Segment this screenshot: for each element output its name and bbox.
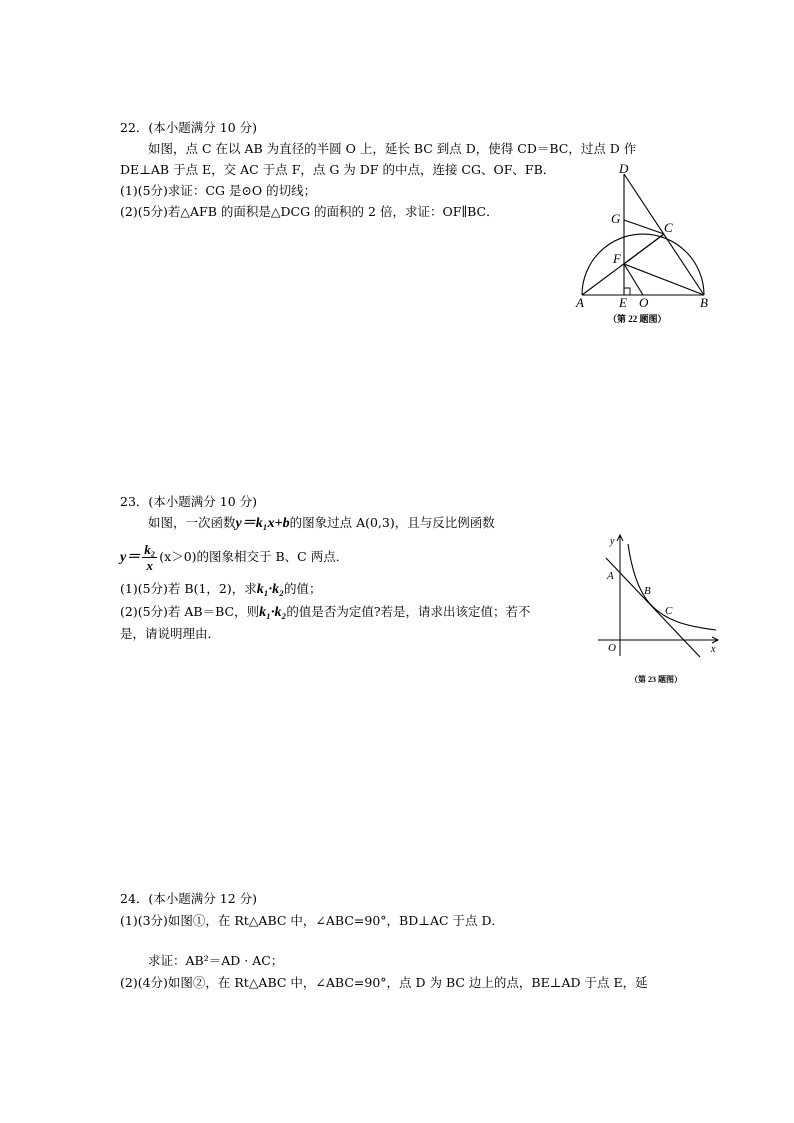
label-c: C xyxy=(665,605,673,617)
segment-of xyxy=(624,264,643,295)
q22-part2: (2)(5分)若△AFB 的面积是△DCG 的面积的 2 倍，求证：OF∥BC． xyxy=(120,204,499,219)
q24-part1: (1)(3分)如图①，在 Rt△ABC 中，∠ABC=90°，BD⊥AC 于点 D． xyxy=(120,913,505,928)
label-f: F xyxy=(613,251,621,266)
q23-figure-caption: （第 23 题图） xyxy=(630,675,682,684)
q22-figure-caption: （第 22 题图） xyxy=(608,314,667,324)
label-a: A xyxy=(607,570,614,582)
label-x: x xyxy=(711,644,716,655)
q22-part1: (1)(5分)求证：CG 是⊙O 的切线； xyxy=(120,183,317,198)
q23-part1 xyxy=(120,580,322,599)
label-a: A xyxy=(576,295,584,310)
q22-stem-line2: DE⊥AB 于点 E，交 AC 于点 F，点 G 为 DF 的中点，连接 CG、OF、FB． xyxy=(120,162,556,177)
q23-fraction-denominator: x xyxy=(146,558,153,573)
q23-line2-post: (x＞0)的图象相交于 B、C 两点． xyxy=(159,549,349,564)
label-g: G xyxy=(611,211,621,226)
q22-stem-line1: 如图，点 C 在以 AB 为直径的半圆 O 上，延长 BC 到点 D，使得 CD＝BC，过点 D 作 xyxy=(148,141,637,156)
q23-part2-math: k₁·k₂ xyxy=(259,605,287,620)
semicircle-arc xyxy=(582,234,704,295)
q23-part2-pre: (2)(5分)若 AB＝BC，则 xyxy=(120,604,260,619)
q22-header: 22．(本小题满分 10 分) xyxy=(120,120,258,135)
label-b: B xyxy=(644,585,651,597)
segment-fc xyxy=(624,234,664,264)
right-angle-mark xyxy=(624,288,630,295)
q23-line1-post: 的图象过点 A(0,3)，且与反比例函数 xyxy=(289,515,495,530)
label-o: O xyxy=(608,642,616,654)
q23-inverse-lhs: y＝ xyxy=(120,550,141,565)
q23-part1-post: 的值； xyxy=(284,581,322,596)
q23-line1-pre: 如图，一次函数 xyxy=(148,515,236,530)
q23-inverse-fraction xyxy=(142,542,157,573)
q24-proof: 求证：AB²＝AD · AC； xyxy=(148,953,284,968)
q23-fraction-numerator: k₂ xyxy=(144,542,156,557)
label-c: C xyxy=(664,220,673,235)
q23-part2-post: 的值是否为定值?若是，请求出该定值；若不 xyxy=(286,604,531,619)
q23-part1-pre: (1)(5分)若 B(1，2)，求 xyxy=(120,581,257,596)
q24-part2: (2)(4分)如图②，在 Rt△ABC 中，∠ABC=90°，点 D 为 BC 边上的点，BE⊥AD 于点 E，延 xyxy=(120,975,648,990)
segment-cg xyxy=(624,220,664,234)
q23-part2 xyxy=(120,603,531,622)
q22-figure xyxy=(570,160,720,330)
q23-part1-math: k₁·k₂ xyxy=(256,582,284,597)
q23-figure xyxy=(592,532,722,688)
label-e: E xyxy=(619,295,627,310)
q23-header: 23．(本小题满分 10 分) xyxy=(120,494,258,509)
q23-stem-line2 xyxy=(120,540,348,575)
label-d: D xyxy=(619,161,629,176)
q24-header: 24．(本小题满分 12 分) xyxy=(120,891,258,906)
label-b: B xyxy=(700,295,708,310)
segment-fb xyxy=(624,264,704,295)
label-y: y xyxy=(610,536,615,547)
inverse-function-curve xyxy=(628,544,716,630)
q23-linear-function: y＝k₁x+b xyxy=(235,516,290,531)
q23-part2-line2: 是，请说明理由． xyxy=(120,626,221,641)
q23-stem-line1 xyxy=(148,514,495,533)
label-o: O xyxy=(639,295,649,310)
